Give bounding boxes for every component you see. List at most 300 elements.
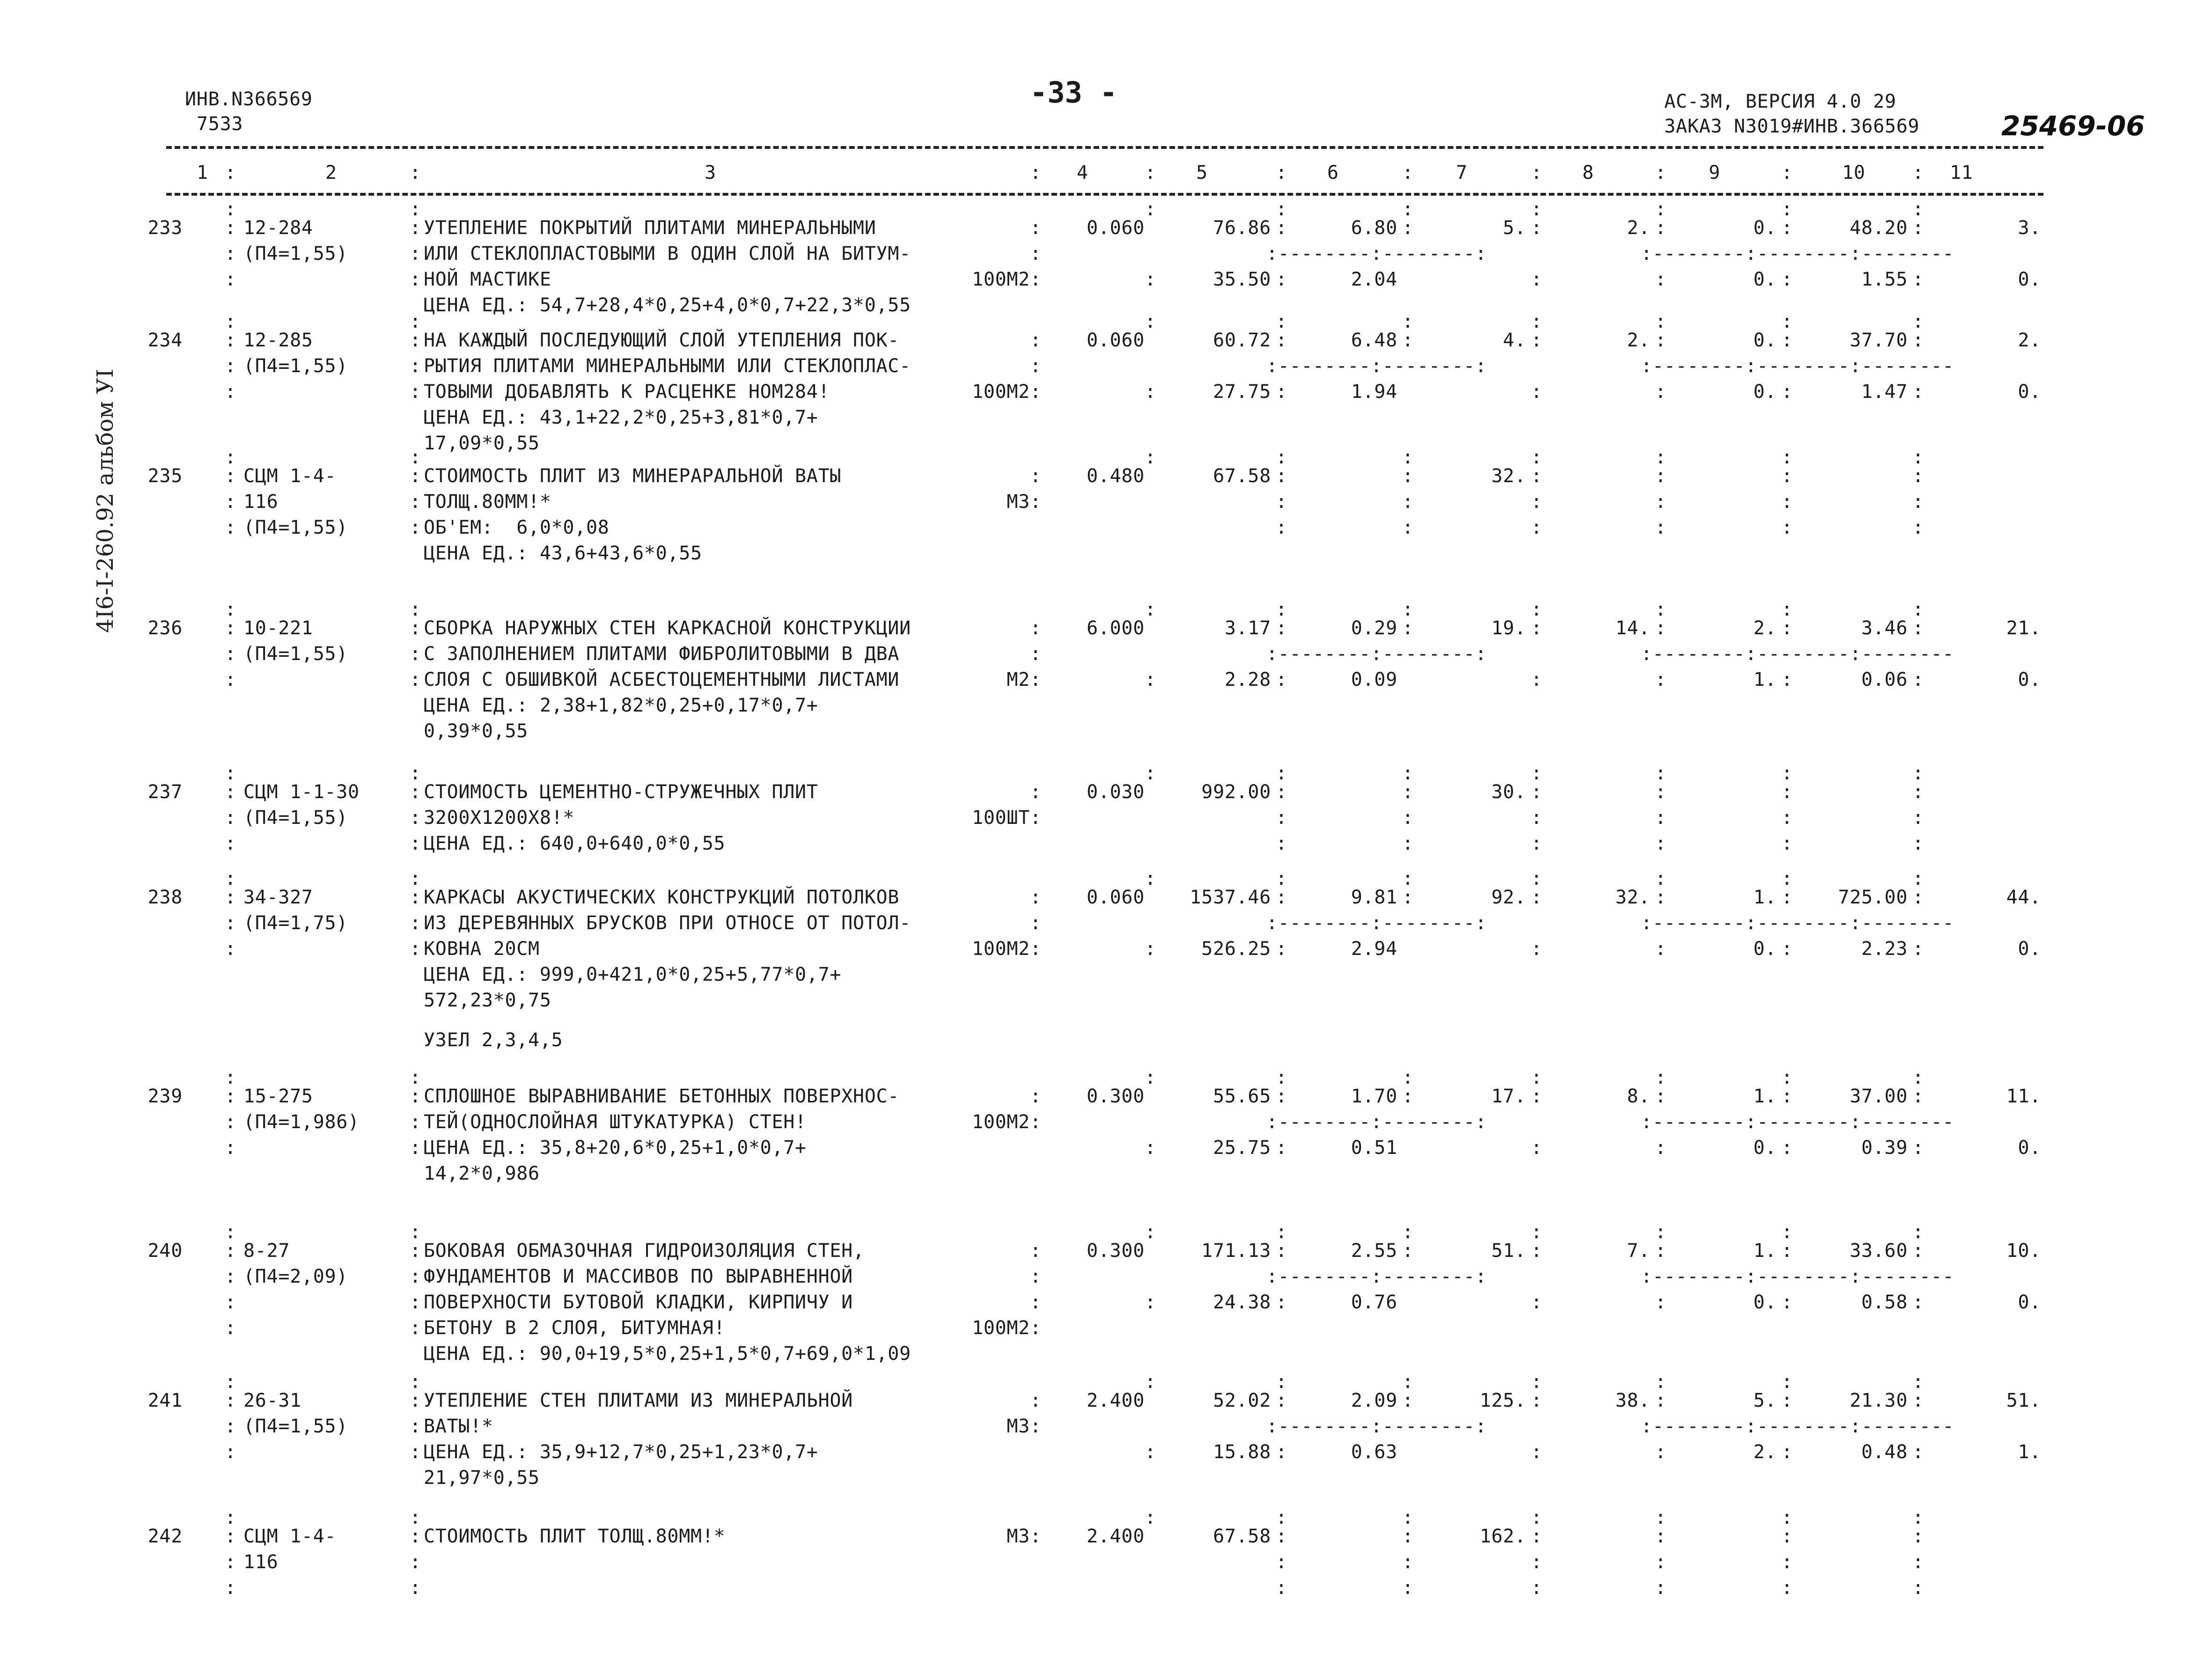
cost-value-c6-secondary: 2.04	[1351, 269, 1397, 290]
cost-value-c6-secondary: 2.94	[1351, 938, 1397, 960]
column-separator: :	[1276, 1240, 1287, 1262]
cost-value-c8: 2.	[1627, 217, 1650, 239]
column-separator: :	[1781, 465, 1793, 487]
row-number: 239	[147, 1086, 183, 1107]
row-separator: :	[1402, 868, 1414, 889]
cost-value-c9: 1.	[1753, 887, 1777, 908]
row-number: 241	[147, 1390, 183, 1411]
work-description: УТЕПЛЕНИЕ ПОКРЫТИЙ ПЛИТАМИ МИНЕРАЛЬНЫМИ	[424, 217, 876, 239]
row-separator: :	[1402, 1507, 1414, 1528]
column-separator: :	[1912, 381, 1924, 403]
row-separator: :	[1531, 1371, 1543, 1393]
column-separator: :	[1145, 669, 1156, 690]
column-separator: :	[1402, 517, 1414, 538]
cost-value-c5: 1537.46	[1190, 887, 1271, 908]
column-separator: :	[1276, 1086, 1287, 1107]
column-separator: :	[1030, 355, 1042, 377]
row-separator: :	[410, 1221, 421, 1243]
column-separator: :	[1531, 381, 1543, 403]
column-header-9: 9	[1709, 162, 1720, 184]
cost-value-c8: 32.	[1615, 887, 1650, 908]
cost-value-c9: 2.	[1753, 617, 1777, 639]
row-separator: :	[1912, 1067, 1924, 1088]
unit-price-formula: 0,39*0,55	[424, 720, 529, 742]
column-separator: :	[410, 887, 421, 908]
cost-value-c9-secondary: 0.	[1753, 381, 1777, 403]
dash-separator: :--------:--------:--------	[1641, 355, 1955, 377]
column-separator: :	[1655, 517, 1667, 538]
inventory-number: ИНВ.N366569	[185, 88, 313, 110]
column-separator: :	[1781, 781, 1793, 803]
cost-value-c10: 21.30	[1850, 1390, 1908, 1411]
row-separator: :	[1912, 1221, 1924, 1243]
column-separator: :	[1912, 1577, 1924, 1599]
column-separator: :	[1655, 1137, 1667, 1159]
column-separator: :	[1276, 381, 1287, 403]
row-separator: :	[1781, 1221, 1793, 1243]
row-number: 237	[147, 781, 183, 803]
row-separator: :	[1276, 1507, 1287, 1528]
cost-value-c6-secondary: 0.63	[1351, 1441, 1397, 1463]
dash-separator: :--------:--------:--------	[1641, 243, 1955, 264]
cost-value-c7: 125.	[1479, 1390, 1526, 1411]
row-separator: :	[1531, 1221, 1543, 1243]
dash-separator: :--------:--------:	[1266, 1266, 1487, 1287]
row-separator: :	[1655, 1067, 1667, 1088]
column-separator: :	[1655, 617, 1667, 639]
row-separator: :	[1912, 198, 1924, 220]
column-separator: :	[1781, 833, 1793, 854]
inventory-sub-number: 7533	[197, 113, 243, 135]
column-separator: :	[1655, 1441, 1667, 1463]
column-separator: :	[1531, 1551, 1543, 1573]
row-separator: :	[225, 311, 236, 332]
unit-price-formula: ОБ'ЕМ: 6,0*0,08	[424, 517, 610, 538]
header-rule-top	[166, 146, 2043, 149]
column-separator: :	[1531, 1292, 1543, 1313]
column-separator: :	[410, 1266, 421, 1287]
rate-code: 34-327	[243, 887, 313, 908]
column-header-2: 2	[325, 162, 337, 184]
cost-value-c11: 2.	[2018, 330, 2041, 351]
work-description: ТОВЫМИ ДОБАВЛЯТЬ К РАСЦЕНКЕ НОМ284!	[424, 381, 830, 403]
row-separator: :	[1655, 447, 1667, 468]
column-separator: :	[1276, 1137, 1287, 1159]
column-separator: :	[1402, 1240, 1414, 1262]
cost-value-c5-secondary: 27.75	[1213, 381, 1271, 403]
column-separator: :	[1912, 1390, 1924, 1411]
cost-value-c6-secondary: 0.09	[1351, 669, 1397, 690]
cost-value-c6-secondary: 0.51	[1351, 1137, 1397, 1159]
column-separator: :	[410, 1577, 421, 1599]
column-separator: :	[1030, 912, 1042, 934]
rate-code: 15-275	[243, 1086, 313, 1107]
rate-code: (П4=1,75)	[243, 912, 348, 934]
column-separator: :	[1030, 381, 1042, 403]
work-description: БЕТОНУ В 2 СЛОЯ, БИТУМНАЯ!	[424, 1317, 726, 1339]
column-separator: :	[1030, 1390, 1042, 1411]
work-description: ФУНДАМЕНТОВ И МАССИВОВ ПО ВЫРАВНЕННОЙ	[424, 1266, 853, 1287]
cost-value-c11-secondary: 0.	[2018, 938, 2041, 960]
column-separator: :	[1145, 1137, 1156, 1159]
cost-value-c7: 17.	[1491, 1086, 1526, 1107]
column-separator: :	[1912, 162, 1924, 184]
handwritten-document-code: 25469-06	[2001, 110, 2145, 142]
column-separator: :	[225, 1551, 236, 1573]
cost-value-c10: 3.46	[1861, 617, 1908, 639]
cost-value-c8: 7.	[1627, 1240, 1650, 1262]
column-separator: :	[1912, 807, 1924, 829]
rate-code: 10-221	[243, 617, 313, 639]
row-separator: :	[1402, 763, 1414, 784]
unit-price-formula: 14,2*0,986	[424, 1163, 540, 1184]
cost-value-c9-secondary: 0.	[1753, 1137, 1777, 1159]
column-header-3: 3	[705, 162, 716, 184]
column-separator: :	[225, 643, 236, 665]
column-separator: :	[1402, 1390, 1414, 1411]
cost-value-c6: 9.81	[1351, 887, 1397, 908]
cost-value-c9-secondary: 0.	[1753, 1292, 1777, 1313]
row-separator: :	[1145, 868, 1156, 889]
column-separator: :	[225, 833, 236, 854]
rate-code: 116	[243, 491, 279, 513]
cost-value-c11-secondary: 1.	[2018, 1441, 2041, 1463]
row-separator: :	[1655, 1507, 1667, 1528]
cost-value-c9: 1.	[1753, 1086, 1777, 1107]
column-separator: :	[1531, 269, 1543, 290]
row-separator: :	[410, 1507, 421, 1528]
column-separator: :	[1781, 1292, 1793, 1313]
rate-code: (П4=2,09)	[243, 1266, 348, 1287]
column-separator: :	[1912, 1086, 1924, 1107]
dash-separator: :--------:--------:--------	[1641, 1266, 1955, 1287]
column-separator: :	[1655, 1292, 1667, 1313]
row-separator: :	[1145, 198, 1156, 220]
column-separator: :	[1912, 1551, 1924, 1573]
cost-value-c9-secondary: 2.	[1753, 1441, 1777, 1463]
column-separator: :	[1655, 669, 1667, 690]
column-separator: :	[1402, 887, 1414, 908]
column-separator: :	[1912, 1240, 1924, 1262]
row-separator: :	[1781, 599, 1793, 620]
cost-value-c7: 162.	[1479, 1526, 1526, 1547]
row-separator: :	[225, 763, 236, 784]
row-separator: :	[1912, 1507, 1924, 1528]
column-separator: :	[1030, 1292, 1042, 1313]
column-separator: :	[1655, 381, 1667, 403]
column-separator: :	[1030, 807, 1042, 829]
column-separator: :	[410, 491, 421, 513]
header-rule-bottom	[166, 193, 2043, 196]
row-number: 234	[147, 330, 183, 351]
row-separator: :	[1276, 311, 1287, 332]
column-separator: :	[1531, 330, 1543, 351]
column-separator: :	[1781, 217, 1793, 239]
cost-value-c7: 92.	[1491, 887, 1526, 908]
column-separator: :	[225, 1292, 236, 1313]
quantity-value: 2.400	[1087, 1390, 1145, 1411]
work-description: ПОВЕРХНОСТИ БУТОВОЙ КЛАДКИ, КИРПИЧУ И	[424, 1292, 853, 1313]
row-separator: :	[1276, 1221, 1287, 1243]
column-separator: :	[1276, 1441, 1287, 1463]
cost-value-c7: 5.	[1503, 217, 1526, 239]
column-separator: :	[225, 243, 236, 264]
column-separator: :	[1781, 1441, 1793, 1463]
cost-value-c10-secondary: 1.55	[1861, 269, 1908, 290]
column-separator: :	[1781, 162, 1793, 184]
cost-value-c11: 51.	[2006, 1390, 2041, 1411]
cost-value-c6: 2.55	[1351, 1240, 1397, 1262]
column-separator: :	[1402, 617, 1414, 639]
row-separator: :	[1912, 599, 1924, 620]
column-separator: :	[410, 1441, 421, 1463]
column-separator: :	[410, 1137, 421, 1159]
row-separator: :	[1781, 763, 1793, 784]
column-separator: :	[1145, 269, 1156, 290]
column-separator: :	[410, 1390, 421, 1411]
column-separator: :	[1402, 1551, 1414, 1573]
row-separator: :	[1781, 447, 1793, 468]
cost-value-c11: 44.	[2006, 887, 2041, 908]
measure-unit: 100ШТ	[972, 807, 1030, 829]
row-separator: :	[1402, 1371, 1414, 1393]
column-separator: :	[1030, 1416, 1042, 1437]
column-separator: :	[1531, 162, 1543, 184]
row-separator: :	[1655, 1221, 1667, 1243]
column-separator: :	[225, 381, 236, 403]
cost-value-c5: 55.65	[1213, 1086, 1271, 1107]
row-separator: :	[1276, 447, 1287, 468]
column-separator: :	[1531, 465, 1543, 487]
column-separator: :	[410, 1086, 421, 1107]
cost-value-c10-secondary: 2.23	[1861, 938, 1908, 960]
column-separator: :	[1531, 1086, 1543, 1107]
column-separator: :	[1030, 1086, 1042, 1107]
row-separator: :	[410, 198, 421, 220]
column-separator: :	[1655, 887, 1667, 908]
column-separator: :	[225, 1441, 236, 1463]
cost-value-c10-secondary: 0.58	[1861, 1292, 1908, 1313]
work-description: ИЗ ДЕРЕВЯННЫХ БРУСКОВ ПРИ ОТНОСЕ ОТ ПОТОЛ-	[424, 912, 911, 934]
column-separator: :	[1030, 617, 1042, 639]
cost-value-c5: 52.02	[1213, 1390, 1271, 1411]
column-separator: :	[1655, 1390, 1667, 1411]
column-separator: :	[1276, 781, 1287, 803]
column-separator: :	[225, 938, 236, 960]
column-separator: :	[225, 1111, 236, 1133]
measure-unit: 100М2	[972, 1111, 1030, 1133]
work-description: УТЕПЛЕНИЕ СТЕН ПЛИТАМИ ИЗ МИНЕРАЛЬНОЙ	[424, 1390, 853, 1411]
column-separator: :	[1276, 330, 1287, 351]
column-separator: :	[1276, 833, 1287, 854]
cost-value-c7: 30.	[1491, 781, 1526, 803]
unit-price-formula: ЦЕНА ЕД.: 2,38+1,82*0,25+0,17*0,7+	[424, 695, 818, 716]
row-separator: :	[1145, 447, 1156, 468]
work-description: СБОРКА НАРУЖНЫХ СТЕН КАРКАСНОЙ КОНСТРУКЦИИ	[424, 617, 911, 639]
column-separator: :	[410, 1526, 421, 1547]
row-separator: :	[410, 763, 421, 784]
column-separator: :	[225, 465, 236, 487]
dash-separator: :--------:--------:	[1266, 643, 1487, 665]
row-number: 233	[147, 217, 183, 239]
column-separator: :	[1276, 269, 1287, 290]
column-separator: :	[225, 912, 236, 934]
row-separator: :	[1276, 599, 1287, 620]
row-separator: :	[410, 1067, 421, 1088]
column-separator: :	[1145, 1441, 1156, 1463]
unit-price-formula: ЦЕНА ЕД.: 999,0+421,0*0,25+5,77*0,7+	[424, 964, 842, 985]
column-separator: :	[225, 807, 236, 829]
rate-code: 8-27	[243, 1240, 290, 1262]
column-separator: :	[1655, 807, 1667, 829]
row-separator: :	[1912, 311, 1924, 332]
column-separator: :	[410, 1111, 421, 1133]
cost-value-c9-secondary: 1.	[1753, 669, 1777, 690]
column-separator: :	[225, 1240, 236, 1262]
row-separator: :	[1145, 311, 1156, 332]
column-separator: :	[1531, 1390, 1543, 1411]
column-separator: :	[1030, 162, 1042, 184]
row-separator: :	[225, 1067, 236, 1088]
column-separator: :	[1531, 1240, 1543, 1262]
column-separator: :	[1531, 807, 1543, 829]
row-separator: :	[1276, 763, 1287, 784]
row-separator: :	[225, 868, 236, 889]
row-number: 242	[147, 1526, 183, 1547]
quantity-value: 0.060	[1087, 887, 1145, 908]
cost-value-c5: 171.13	[1201, 1240, 1271, 1262]
cost-value-c10-secondary: 0.06	[1861, 669, 1908, 690]
cost-value-c6-secondary: 0.76	[1351, 1292, 1397, 1313]
work-description: С ЗАПОЛНЕНИЕМ ПЛИТАМИ ФИБРОЛИТОВЫМИ В ДВА	[424, 643, 900, 665]
column-separator: :	[1781, 1240, 1793, 1262]
column-separator: :	[1781, 807, 1793, 829]
measure-unit: М2	[1007, 669, 1030, 690]
quantity-value: 0.300	[1087, 1240, 1145, 1262]
column-separator: :	[1531, 217, 1543, 239]
column-separator: :	[1276, 807, 1287, 829]
row-separator: :	[1145, 1221, 1156, 1243]
row-separator: :	[1655, 763, 1667, 784]
unit-price-formula: ЦЕНА ЕД.: 54,7+28,4*0,25+4,0*0,7+22,3*0,55	[424, 294, 911, 316]
work-description: РЫТИЯ ПЛИТАМИ МИНЕРАЛЬНЫМИ ИЛИ СТЕКЛОПЛАС-	[424, 355, 911, 377]
rate-code: (П4=1,986)	[243, 1111, 360, 1133]
rate-code: (П4=1,55)	[243, 243, 348, 264]
column-header-8: 8	[1582, 162, 1594, 184]
unit-price-formula: ЦЕНА ЕД.: 640,0+640,0*0,55	[424, 833, 726, 854]
row-separator: :	[1531, 763, 1543, 784]
cost-value-c8: 38.	[1615, 1390, 1650, 1411]
cost-value-c11: 10.	[2006, 1240, 2041, 1262]
unit-price-formula: 572,23*0,75	[424, 990, 551, 1011]
column-separator: :	[1030, 643, 1042, 665]
rate-code: СЦМ 1-4-	[243, 465, 337, 487]
column-separator: :	[1912, 1441, 1924, 1463]
section-note: УЗЕЛ 2,3,4,5	[424, 1029, 563, 1051]
cost-value-c5-secondary: 25.75	[1213, 1137, 1271, 1159]
page-number: -33 -	[1030, 75, 1117, 110]
work-description: СТОИМОСТЬ ПЛИТ ТОЛЩ.80ММ!*	[424, 1526, 726, 1547]
column-separator: :	[1402, 330, 1414, 351]
measure-unit: 100М2	[972, 1317, 1030, 1339]
column-separator: :	[1030, 269, 1042, 290]
work-description: НА КАЖДЫЙ ПОСЛЕДУЮЩИЙ СЛОЙ УТЕПЛЕНИЯ ПОК-	[424, 330, 900, 351]
column-separator: :	[1781, 517, 1793, 538]
column-separator: :	[1531, 617, 1543, 639]
measure-unit: М3	[1007, 1416, 1030, 1437]
column-separator: :	[1531, 833, 1543, 854]
column-separator: :	[1912, 887, 1924, 908]
column-separator: :	[410, 1317, 421, 1339]
cost-value-c8: 2.	[1627, 330, 1650, 351]
column-separator: :	[1781, 1390, 1793, 1411]
row-separator: :	[1912, 868, 1924, 889]
column-separator: :	[1145, 381, 1156, 403]
cost-value-c9-secondary: 0.	[1753, 938, 1777, 960]
row-separator: :	[410, 447, 421, 468]
cost-value-c5: 992.00	[1201, 781, 1271, 803]
column-separator: :	[1531, 887, 1543, 908]
column-separator: :	[1030, 1526, 1042, 1547]
column-separator: :	[1030, 217, 1042, 239]
column-separator: :	[1781, 938, 1793, 960]
work-description: КАРКАСЫ АКУСТИЧЕСКИХ КОНСТРУКЦИЙ ПОТОЛКОВ	[424, 887, 900, 908]
quantity-value: 0.060	[1087, 330, 1145, 351]
column-separator: :	[1912, 491, 1924, 513]
row-separator: :	[1145, 599, 1156, 620]
column-separator: :	[1912, 669, 1924, 690]
column-separator: :	[1655, 833, 1667, 854]
cost-value-c11-secondary: 0.	[2018, 1137, 2041, 1159]
column-separator: :	[225, 355, 236, 377]
cost-value-c5: 67.58	[1213, 465, 1271, 487]
column-separator: :	[1402, 781, 1414, 803]
row-separator: :	[225, 1221, 236, 1243]
column-separator: :	[1030, 491, 1042, 513]
unit-price-formula: 17,09*0,55	[424, 433, 540, 454]
row-separator: :	[1781, 311, 1793, 332]
column-separator: :	[410, 643, 421, 665]
column-separator: :	[1276, 162, 1287, 184]
rate-code: 26-31	[243, 1390, 301, 1411]
row-separator: :	[1655, 868, 1667, 889]
column-separator: :	[225, 491, 236, 513]
column-separator: :	[410, 269, 421, 290]
row-separator: :	[1145, 1371, 1156, 1393]
column-separator: :	[410, 1551, 421, 1573]
column-separator: :	[410, 912, 421, 934]
cost-value-c5: 3.17	[1224, 617, 1271, 639]
column-separator: :	[1402, 1526, 1414, 1547]
row-number: 236	[147, 617, 183, 639]
rate-code: (П4=1,55)	[243, 643, 348, 665]
column-separator: :	[1781, 617, 1793, 639]
column-separator: :	[1030, 669, 1042, 690]
row-number: 235	[147, 465, 183, 487]
row-separator: :	[1402, 198, 1414, 220]
column-separator: :	[1402, 807, 1414, 829]
row-separator: :	[1276, 868, 1287, 889]
cost-value-c7: 4.	[1503, 330, 1526, 351]
column-separator: :	[1655, 465, 1667, 487]
row-separator: :	[1276, 198, 1287, 220]
column-separator: :	[1276, 217, 1287, 239]
measure-unit: М3	[1007, 491, 1030, 513]
column-separator: :	[1276, 669, 1287, 690]
cost-value-c10: 33.60	[1850, 1240, 1908, 1262]
rate-code: СЦМ 1-4-	[243, 1526, 337, 1547]
column-separator: :	[1276, 1526, 1287, 1547]
